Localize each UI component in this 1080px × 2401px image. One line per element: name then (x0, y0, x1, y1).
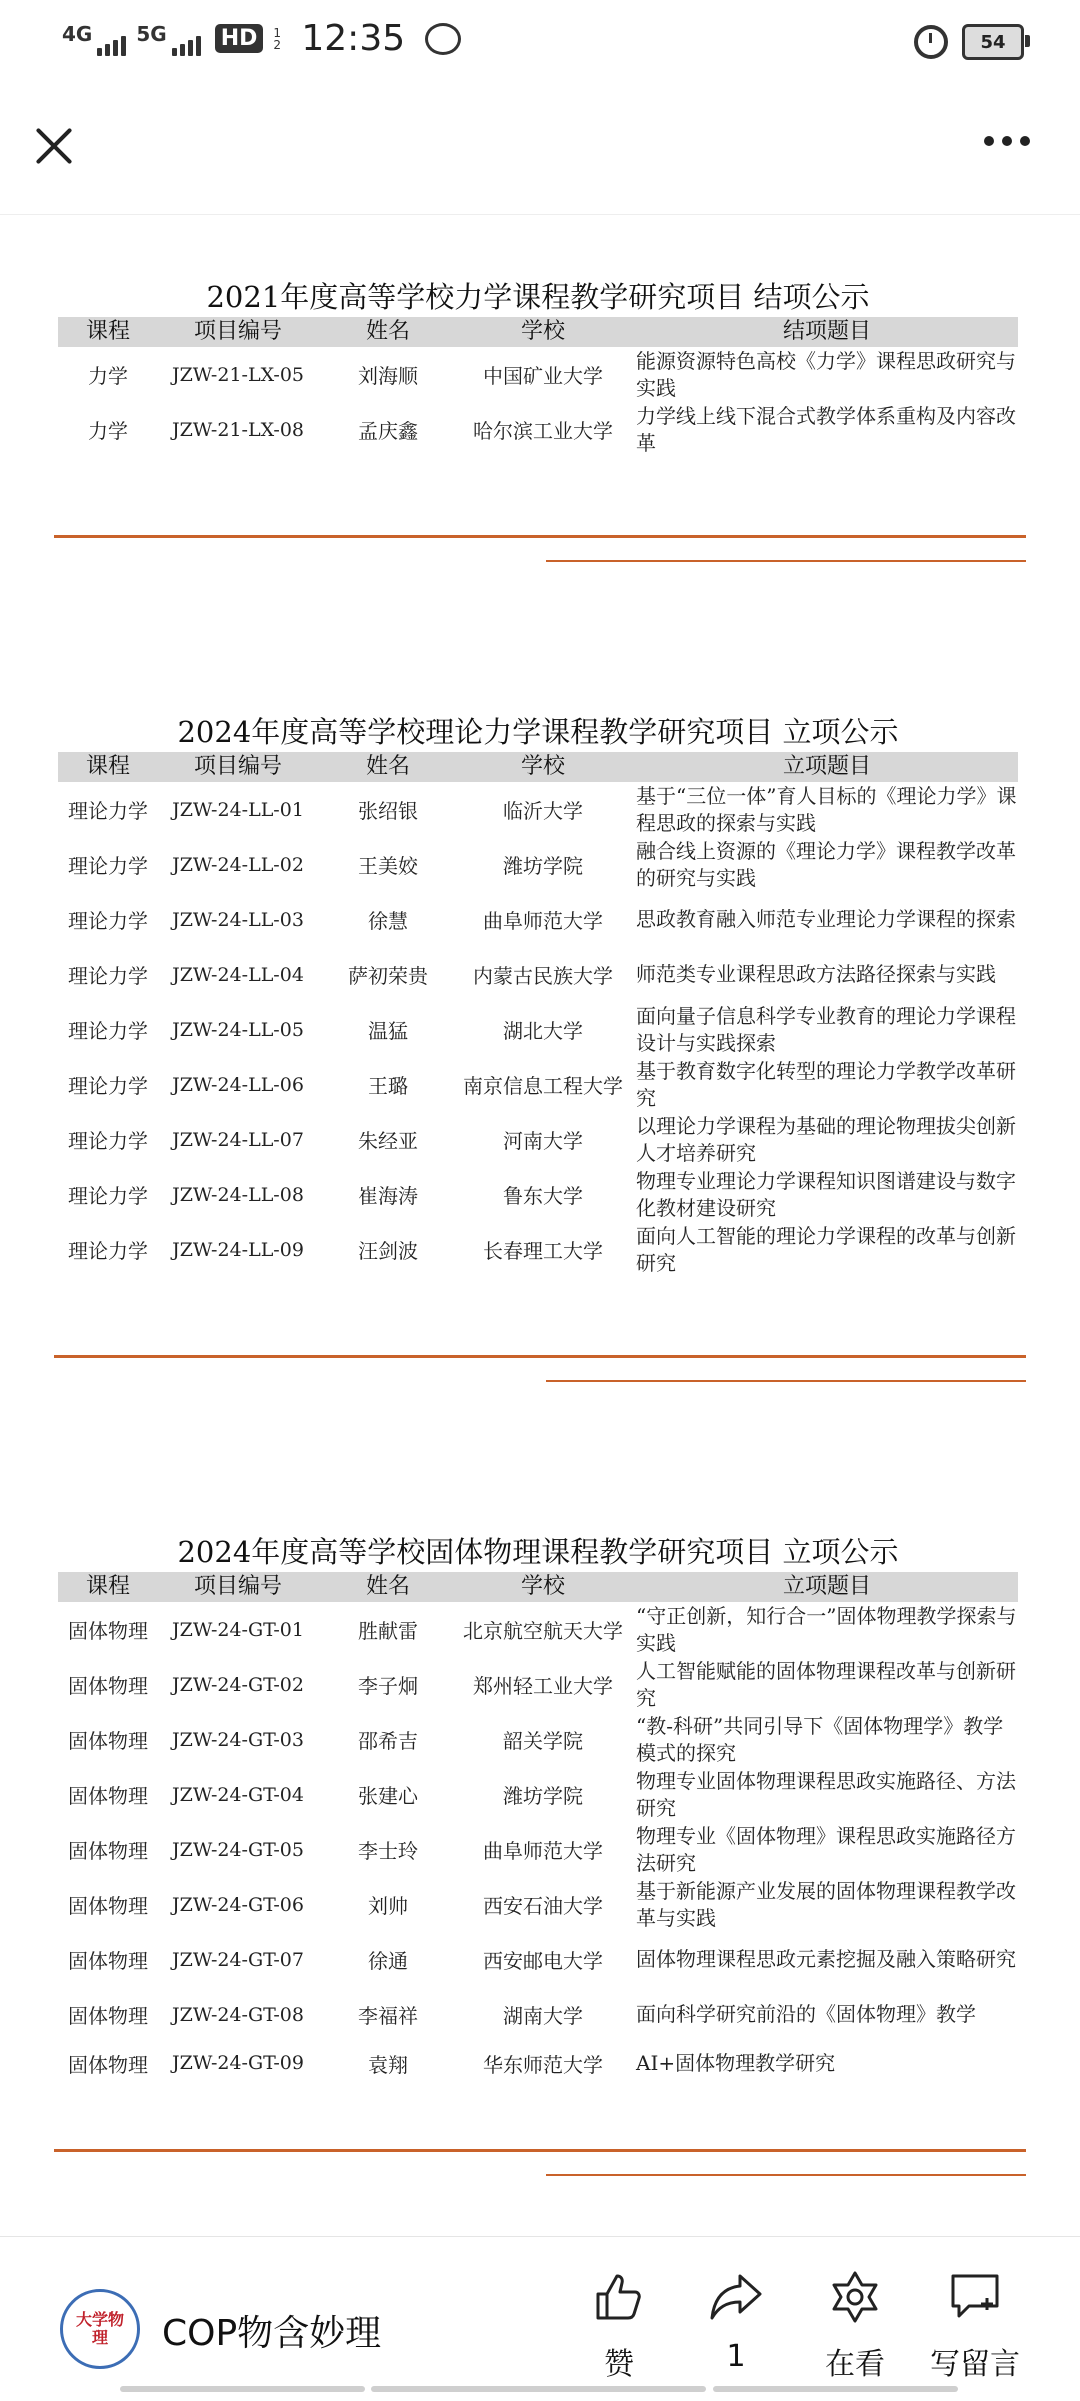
like-button[interactable] (559, 2267, 679, 2383)
battery-level: 54 (980, 31, 1006, 53)
cell-topic: 基于新能源产业发展的固体物理课程教学改革与实践 (636, 1878, 1016, 1930)
cell-name: 李子炯 (358, 1674, 418, 1698)
cell-school: 哈尔滨工业大学 (473, 419, 613, 443)
table-body (58, 1602, 1018, 2084)
table-row (58, 1932, 1018, 1987)
cell-course: 理论力学 (68, 909, 148, 933)
cell-topic: 基于教育数字化转型的理论力学教学改革研究 (636, 1058, 1016, 1110)
cell-topic: 物理专业固体物理课程思政实施路径、方法研究 (636, 1768, 1016, 1820)
cell-topic: 固体物理课程思政元素挖掘及融入策略研究 (636, 1947, 1016, 1971)
cell-course: 理论力学 (68, 1239, 148, 1263)
section-2021-mechanics (58, 277, 1018, 457)
cell-course: 理论力学 (68, 964, 148, 988)
cell-school: 湖北大学 (503, 1019, 583, 1043)
cell-course: 理论力学 (68, 1074, 148, 1098)
table-row (58, 837, 1018, 892)
cell-course: 固体物理 (68, 1674, 148, 1698)
wechat-notification-icon (425, 23, 461, 55)
cell-course: 理论力学 (68, 854, 148, 878)
scroll-indicator (371, 2386, 706, 2392)
cell-topic: 能源资源特色高校《力学》课程思政研究与实践 (636, 348, 1016, 400)
cell-name: 邵希吉 (358, 1729, 418, 1753)
cell-name: 徐慧 (368, 909, 408, 933)
cell-school: 韶关学院 (503, 1729, 583, 1753)
cell-school: 曲阜师范大学 (483, 1839, 603, 1863)
table-header (58, 317, 1018, 347)
cell-topic: “教-科研”共同引导下《固体物理学》教学模式的探究 (636, 1713, 1004, 1765)
cell-school: 北京航空航天大学 (463, 1619, 623, 1643)
share-button[interactable] (676, 2267, 796, 2374)
cell-topic: 人工智能赋能的固体物理课程改革与创新研究 (636, 1658, 1016, 1710)
cell-course: 力学 (88, 419, 128, 443)
cell-topic: 面向量子信息科学专业教育的理论力学课程设计与实践探索 (636, 1003, 1016, 1055)
cell-school: 鲁东大学 (503, 1184, 583, 1208)
header-course: 课程 (85, 319, 130, 344)
table-row (58, 1222, 1018, 1277)
watching-label: 在看 (825, 2347, 885, 2382)
cell-school: 湖南大学 (503, 2004, 583, 2028)
cell-project-id: JZW-24-LL-03 (172, 908, 304, 931)
table-row (58, 947, 1018, 1002)
cell-school: 潍坊学院 (503, 854, 583, 878)
share-icon (676, 2267, 796, 2327)
cell-name: 汪剑波 (358, 1239, 418, 1263)
cell-project-id: JZW-24-LL-07 (172, 1128, 304, 1151)
header-school: 学校 (520, 1574, 565, 1599)
table-header (58, 752, 1018, 782)
hd-voice-icon: HD (215, 24, 264, 53)
table-row (58, 1002, 1018, 1057)
bottom-action-bar (0, 2236, 1080, 2401)
cell-name: 孟庆鑫 (358, 419, 418, 443)
cell-project-id: JZW-21-LX-08 (171, 418, 305, 441)
account-name[interactable]: COP物含妙理 (162, 2313, 382, 2354)
cell-topic: 物理专业《固体物理》课程思政实施路径方法研究 (636, 1823, 1016, 1875)
header-school: 学校 (520, 754, 565, 779)
scroll-indicator (120, 2386, 365, 2392)
cell-topic: 基于“三位一体”育人目标的《理论力学》课程思政的探索与实践 (636, 783, 1017, 835)
cell-project-id: JZW-24-LL-05 (172, 1018, 304, 1041)
cell-project-id: JZW-21-LX-05 (171, 363, 305, 386)
cell-school: 河南大学 (503, 1129, 583, 1153)
cell-project-id: JZW-24-LL-09 (172, 1238, 304, 1261)
cell-course: 理论力学 (68, 1019, 148, 1043)
table-body (58, 347, 1018, 457)
cell-name: 张建心 (358, 1784, 418, 1808)
section-title: 2024年度高等学校固体物理课程教学研究项目 立项公示 (177, 1535, 899, 1569)
cell-course: 理论力学 (68, 1184, 148, 1208)
cell-project-id: JZW-24-GT-03 (172, 1728, 304, 1751)
cell-school: 临沂大学 (503, 799, 583, 823)
alarm-icon (914, 25, 948, 59)
table-row (58, 782, 1018, 837)
cell-course: 固体物理 (68, 2052, 148, 2077)
cell-course: 理论力学 (68, 799, 148, 823)
table-header (58, 1572, 1018, 1602)
cell-project-id: JZW-24-LL-02 (172, 853, 304, 876)
cell-topic: 力学线上线下混合式教学体系重构及内容改革 (636, 403, 1016, 455)
cell-school: 华东师范大学 (483, 2052, 603, 2077)
section-divider-short (546, 1380, 1026, 1382)
cell-course: 固体物理 (68, 1839, 148, 1863)
table-row (58, 1057, 1018, 1112)
cell-name: 胜献雷 (358, 1619, 418, 1643)
table-row (58, 1987, 1018, 2042)
logo-text: 大学物理 (76, 2310, 125, 2347)
table-row (58, 1767, 1018, 1822)
comment-label: 写留言 (930, 2347, 1020, 2382)
section-divider (54, 1355, 1026, 1358)
table-row (58, 402, 1018, 457)
cell-course: 理论力学 (68, 1129, 148, 1153)
cell-project-id: JZW-24-GT-09 (172, 2052, 304, 2074)
cell-course: 固体物理 (68, 2004, 148, 2028)
section-title: 2024年度高等学校理论力学课程教学研究项目 立项公示 (177, 715, 899, 749)
table-row (58, 1167, 1018, 1222)
cell-project-id: JZW-24-GT-04 (172, 1783, 304, 1806)
header-project-id: 项目编号 (193, 754, 282, 779)
cell-school: 曲阜师范大学 (483, 909, 603, 933)
cell-topic: 物理专业理论力学课程知识图谱建设与数字化教材建设研究 (636, 1168, 1016, 1220)
cell-course: 固体物理 (68, 1619, 148, 1643)
scroll-indicator (713, 2386, 958, 2392)
account-logo[interactable] (60, 2289, 140, 2369)
close-icon[interactable] (28, 120, 80, 172)
cell-project-id: JZW-24-GT-06 (172, 1893, 304, 1916)
section-divider (54, 535, 1026, 538)
status-bar (0, 0, 1080, 80)
cell-project-id: JZW-24-GT-05 (172, 1838, 304, 1861)
cell-course: 固体物理 (68, 1784, 148, 1808)
cell-name: 李士玲 (358, 1839, 418, 1863)
header-project-id: 项目编号 (193, 319, 282, 344)
table-row (58, 1822, 1018, 1877)
table-row (58, 2042, 1018, 2084)
table-row (58, 892, 1018, 947)
cell-course: 固体物理 (68, 1894, 148, 1918)
header-topic: 立项题目 (782, 754, 871, 779)
cell-school: 潍坊学院 (503, 1784, 583, 1808)
hd-sub-label: 1 2 (273, 25, 282, 52)
cell-name: 刘海顺 (358, 364, 418, 388)
cell-name: 刘帅 (368, 1894, 408, 1918)
cell-name: 王璐 (368, 1074, 408, 1098)
cell-name: 温猛 (368, 1019, 408, 1043)
cell-topic: “守正创新，知行合一”固体物理教学探索与实践 (636, 1603, 1017, 1655)
header-topic: 立项题目 (782, 1574, 871, 1599)
section-divider (54, 2149, 1026, 2152)
cell-name: 王美姣 (358, 854, 418, 878)
comment-button[interactable] (915, 2267, 1035, 2383)
table-row (58, 1877, 1018, 1932)
cell-project-id: JZW-24-LL-04 (172, 963, 304, 986)
table-row (58, 1602, 1018, 1657)
table-row (58, 347, 1018, 402)
cell-name: 朱经亚 (358, 1129, 418, 1153)
cell-school: 长春理工大学 (483, 1239, 603, 1263)
cell-school: 西安石油大学 (483, 1894, 603, 1918)
signal-4g-icon (62, 22, 126, 56)
cell-project-id: JZW-24-GT-01 (172, 1618, 304, 1641)
section-2024-theoretical-mechanics (58, 712, 1018, 1277)
cell-course: 固体物理 (68, 1729, 148, 1753)
section-divider-short (546, 560, 1026, 562)
header-course: 课程 (85, 1574, 130, 1599)
cell-school: 中国矿业大学 (483, 364, 603, 388)
cell-name: 李福祥 (358, 2004, 418, 2028)
cell-name: 徐通 (368, 1949, 408, 1973)
cell-topic: 以理论力学课程为基础的理论物理拔尖创新人才培养研究 (636, 1113, 1016, 1165)
cell-topic: 面向人工智能的理论力学课程的改革与创新研究 (636, 1223, 1016, 1275)
cell-school: 南京信息工程大学 (463, 1074, 623, 1098)
cell-topic: 融合线上资源的《理论力学》课程教学改革的研究与实践 (636, 838, 1016, 890)
cell-school: 郑州轻工业大学 (473, 1674, 613, 1698)
cell-topic: 师范类专业课程思政方法路径探索与实践 (636, 962, 996, 986)
watching-button[interactable] (795, 2267, 915, 2383)
header-name: 姓名 (365, 1574, 410, 1599)
network-label-1: 4G (62, 21, 93, 46)
signal-5g-icon (136, 22, 200, 56)
section-title: 2021年度高等学校力学课程教学研究项目 结项公示 (206, 280, 870, 314)
header-school: 学校 (520, 319, 565, 344)
header-name: 姓名 (365, 319, 410, 344)
table-body (58, 782, 1018, 1277)
cell-project-id: JZW-24-GT-07 (172, 1948, 304, 1971)
battery-icon (962, 24, 1024, 60)
nav-bar (0, 80, 1080, 215)
cell-project-id: JZW-24-LL-08 (172, 1183, 304, 1206)
comment-icon (915, 2267, 1035, 2327)
header-project-id: 项目编号 (193, 1574, 282, 1599)
cell-name: 崔海涛 (358, 1184, 418, 1208)
section-2024-solid-state-physics (58, 1532, 1018, 2084)
watching-icon (795, 2267, 915, 2327)
section-divider-short (546, 2174, 1026, 2176)
table-row (58, 1657, 1018, 1712)
cell-project-id: JZW-24-GT-08 (172, 2003, 304, 2026)
cell-topic: 思政教育融入师范专业理论力学课程的探索 (636, 907, 1016, 931)
cell-name: 萨初荣贵 (348, 964, 428, 988)
cell-topic: 面向科学研究前沿的《固体物理》教学 (636, 2002, 976, 2026)
cell-school: 西安邮电大学 (483, 1949, 603, 1973)
cell-name: 袁翔 (368, 2052, 408, 2077)
header-course: 课程 (85, 754, 130, 779)
thumbs-up-icon (559, 2267, 679, 2327)
cell-project-id: JZW-24-LL-01 (172, 798, 304, 821)
header-name: 姓名 (365, 754, 410, 779)
more-icon[interactable] (984, 136, 1030, 146)
share-count: 1 (726, 2339, 746, 2374)
cell-course: 固体物理 (68, 1949, 148, 1973)
cell-course: 力学 (88, 364, 128, 388)
cell-school: 内蒙古民族大学 (473, 964, 613, 988)
header-topic: 结项题目 (782, 319, 871, 344)
like-label: 赞 (604, 2347, 634, 2382)
cell-project-id: JZW-24-GT-02 (172, 1673, 304, 1696)
table-row (58, 1712, 1018, 1767)
cell-project-id: JZW-24-LL-06 (172, 1073, 304, 1096)
network-label-2: 5G (136, 21, 167, 46)
cell-topic: AI+固体物理教学研究 (636, 2050, 836, 2075)
table-row (58, 1112, 1018, 1167)
cell-name: 张绍银 (358, 799, 418, 823)
clock: 12:35 (301, 18, 406, 59)
